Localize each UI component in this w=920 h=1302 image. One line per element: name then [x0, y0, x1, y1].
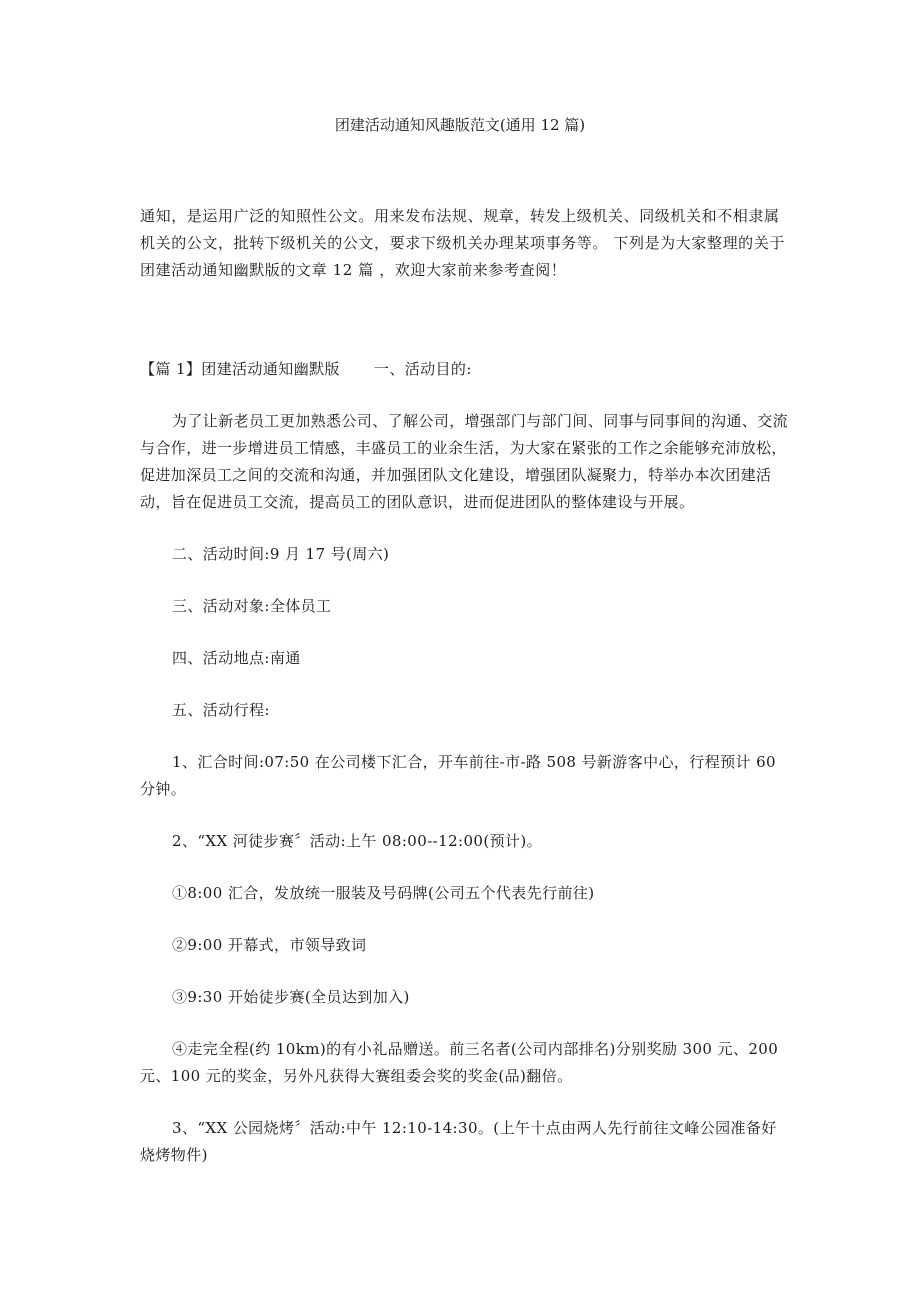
schedule-subitem-4: ④走完全程(约 10km)的有小礼品赠送。前三名者(公司内部排名)分别奖励 300 元、200 元、100 元的奖金，另外凡获得大赛组委会奖的奖金(品)翻倍。 — [140, 1040, 779, 1085]
activity-target: 三、活动对象:全体员工 — [172, 597, 332, 615]
document-body — [140, 356, 788, 1194]
schedule-subitem-1: ①8:00 汇合，发放统一服装及号码牌(公司五个代表先行前往) — [172, 884, 595, 902]
activity-location: 四、活动地点:南通 — [172, 649, 301, 667]
schedule-item-1: 1、汇合时间:07:50 在公司楼下汇合，开车前往-市-路 508 号新游客中心，行程预计 60 分钟。 — [140, 753, 776, 798]
section-heading-line — [140, 356, 788, 383]
section-subtitle: 一、活动目的: — [373, 360, 472, 378]
document-title: 团建活动通知风趣版范文(通用 12 篇) — [334, 116, 586, 134]
activity-time: 二、活动时间:9 月 17 号(周六) — [172, 545, 390, 563]
schedule-heading: 五、活动行程: — [172, 701, 270, 719]
schedule-item-2: 2、“XX 河徒步赛〞活动:上午 08:00--12:00(预计)。 — [172, 832, 543, 850]
section-title: 【篇 1】团建活动通知幽默版 — [140, 360, 340, 378]
schedule-item-3: 3、“XX 公园烧烤〞活动:中午 12:10-14:30。(上午十点由两人先行前往文峰公园准备好烧烤物件) — [140, 1119, 777, 1164]
schedule-subitem-3: ③9:30 开始徒步赛(全员达到加入) — [172, 988, 410, 1006]
purpose-paragraph: 为了让新老员工更加熟悉公司、了解公司，增强部门与部门间、同事与同事间的沟通、交流与合作，进一步增进员工情感，丰盛员工的业余生活，为大家在紧张的工作之余能够充沛放松，促进加深员工之间的交流和沟通，并加强团队文化建设，增强团队凝聚力，特举办本次团建活动，旨在促进员工交流，提高员工的团队意识，进而促进团队的整体建设与开展。 — [140, 412, 789, 511]
schedule-subitem-2: ②9:00 开幕式，市领导致词 — [172, 936, 367, 954]
intro-paragraph: 通知，是运用广泛的知照性公文。用来发布法规、规章，转发上级机关、同级机关和不相隶属机关的公文，批转下级机关的公文，要求下级机关办理某项事务等。 下列是为大家整理的关于团建活动通知幽默版的文章 12 篇 ，欢迎大家前来参考查阅！ — [140, 207, 785, 279]
